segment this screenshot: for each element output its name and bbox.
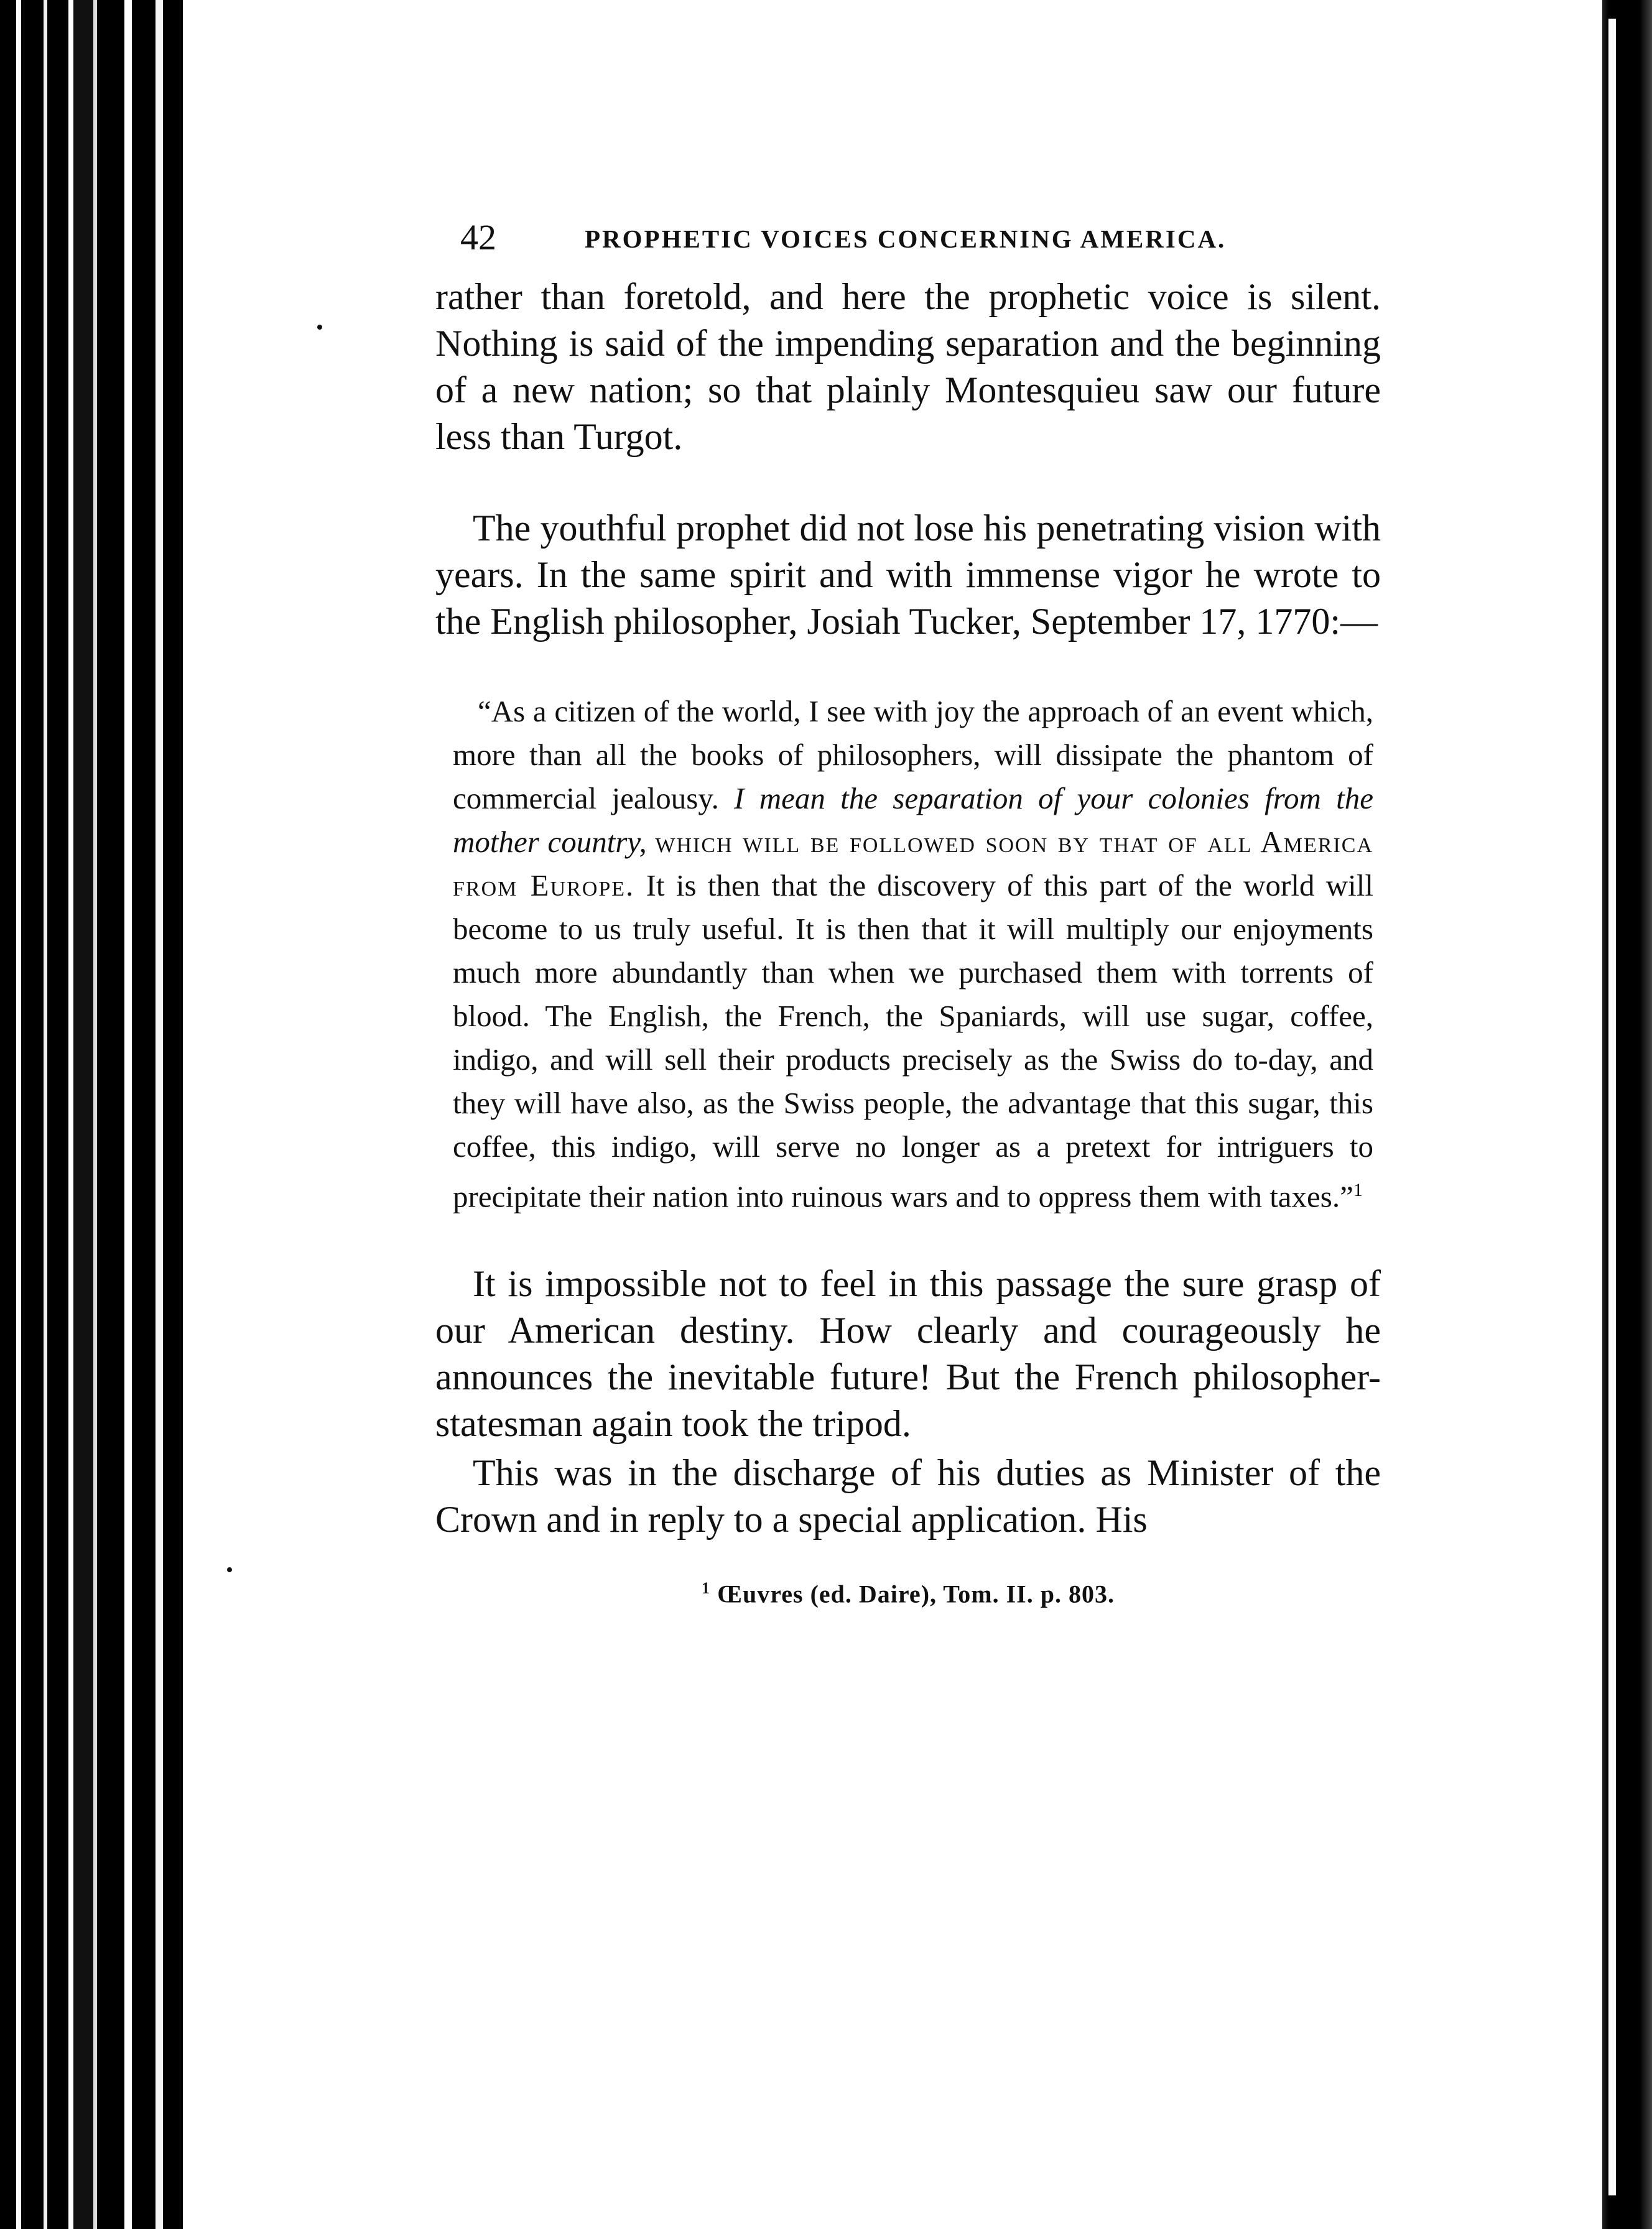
paragraph-text: This was in the discharge of his duties as Minister of the Crown and in reply to a special application. His	[435, 1452, 1381, 1541]
scan-speck	[317, 325, 322, 330]
book-binding-edge-left	[0, 0, 193, 2229]
footnote-text: Œuvres (ed. Daire), Tom. II. p. 803.	[717, 1580, 1115, 1608]
quote-text: It is then that the discovery of this part of the world will become to us truly useful. It is then that it will multiply our enjoyments much more abundantly than when we purchased them with torrents of blood. The English, the French, the Spaniards, will use sugar, coffee, indigo, and will sell their products precisely as the Swiss do to-day, and they will have also, as the Swiss people, the advantage that this sugar, this coffee, this indigo, will serve no longer as a pretext for intriguers to precipitate their nation into ruinous wars and to oppress them with taxes.”	[453, 868, 1373, 1214]
paragraph-text: It is impossible not to feel in this passage the sure grasp of our American destiny. How clearly and courageously he announces the inevitable future! But the French philosopher-statesman again took the tripod.	[435, 1263, 1381, 1445]
body-paragraph	[435, 505, 1381, 645]
block-quote	[453, 690, 1373, 1218]
body-paragraph	[435, 1261, 1381, 1447]
running-head	[435, 205, 1381, 274]
paragraph-text: The youthful prophet did not lose his penetrating vision with years. In the same spirit and with immense vigor he wrote to the English philosopher, Josiah Tucker, September 17, 1770:—	[435, 507, 1381, 642]
footnote-marker: 1	[701, 1579, 710, 1598]
scan-speck	[227, 1567, 232, 1572]
footnote	[435, 1579, 1381, 1608]
quote-small-caps-text: which will be followed soon by that of all America from Europe.	[453, 825, 1374, 902]
book-binding-edge-right	[1602, 0, 1652, 2229]
body-paragraph	[435, 1450, 1381, 1543]
body-paragraph: rather than foretold, and here the prophetic voice is silent. Nothing is said of the impending separation and the beginning of a new nation; so that plainly Montesquieu saw our future less than Turgot.	[435, 276, 1381, 457]
running-head-title: PROPHETIC VOICES CONCERNING AMERICA.	[585, 225, 1227, 253]
book-page	[435, 205, 1381, 1609]
quote-text: “As a citizen of the world, I see with joy the approach of an event which, more than all the books of philosophers, will dissipate the phantom of commercial jealousy.	[453, 694, 1373, 815]
page-number: 42	[460, 217, 496, 257]
footnote-reference: 1	[1353, 1180, 1363, 1200]
quote-italic-text: I mean the separation of your colonies from the mother country,	[453, 781, 1373, 859]
